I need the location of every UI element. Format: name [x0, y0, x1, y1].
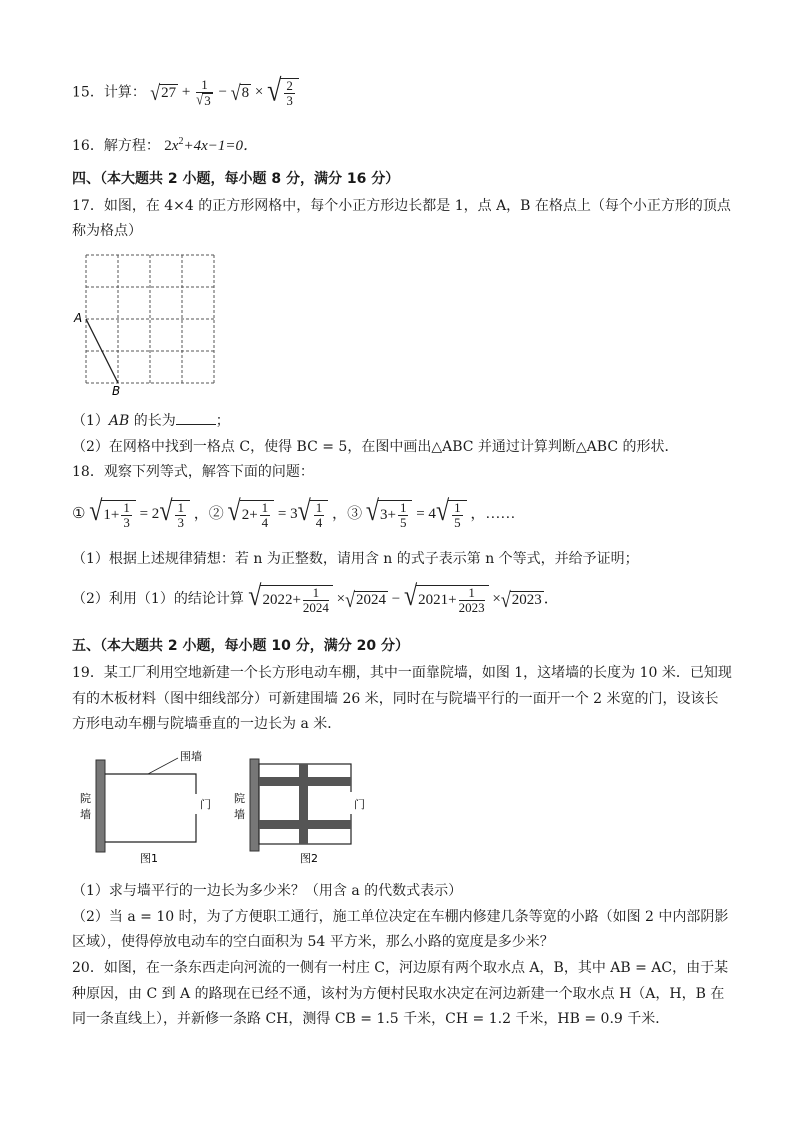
answer-blank[interactable] — [176, 412, 216, 425]
eq-marker-1: ① — [72, 506, 86, 523]
eq-ellipsis: ，…… — [470, 506, 516, 523]
q17-line-2: 称为格点） — [72, 223, 142, 239]
fig2-caption: 图2 — [300, 852, 318, 865]
q15-prefix: 15．计算： — [72, 84, 146, 101]
q20-line-2: 种原因，由 C 到 A 的路现在已经不通，该村为方便村民取水决定在河边新建一个取水点 H（A，H，B 在 — [72, 986, 725, 1002]
q19-sub-1: （1）求与墙平行的一边长为多少米？（用含 a 的代数式表示） — [72, 883, 463, 899]
courtyard-wall-1 — [96, 760, 105, 852]
q19-figure-2 — [230, 752, 380, 867]
q17-sub-2: （2）在网格中找到一格点 C，使得 BC = 5，在图中画出△ABC 并通过计算判断△ABC 的形状． — [72, 439, 679, 455]
q18-sub2-expression: √ 2022+ $\frac{1}{2024}$ × √ 2024 − √ 2021+ $\frac{1}{2023}$ × √ 2023 ． — [248, 580, 559, 615]
wall-label-2a: 院 — [234, 792, 245, 805]
q18-sub-1: （1）根据上述规律猜想：若 n 为正整数，请用含 n 的式子表示第 n 个等式，并给予证明； — [72, 551, 639, 567]
section-5-title: 五、（本大题共 2 小题，每小题 10 分，满分 20 分） — [72, 638, 409, 654]
fence-label: 围墙 — [180, 750, 202, 763]
q17-sub1-prefix: （1） — [72, 413, 109, 429]
q20-line-3: 同一条直线上），并新修一条路 CH，测得 CB = 1.5 千米，CH = 1.2 千米，HB = 0.9 千米． — [72, 1011, 670, 1027]
q18-equations: ① √ 1+ $\frac{1}{3}$ = 2 √ $\frac{1}{3}$ ，② √ 2+ $\frac{1}{4}$ = 3 √ $\frac{1}{4}$ ，③ √ 3+ $\frac{1}{5}$ = 4 √ $\frac{1}{5}$ ，…… — [72, 495, 516, 530]
path-vertical — [299, 764, 308, 844]
wall-label-2b: 墙 — [234, 808, 245, 821]
q18-intro: 18．观察下列等式，解答下面的问题： — [72, 464, 314, 480]
q17-sub1-end: ； — [215, 413, 230, 429]
door-label-1: 门 — [200, 798, 211, 811]
q18-sub2-prefix: （2）利用（1）的结论计算 — [72, 591, 244, 608]
door-label-2: 门 — [354, 798, 365, 811]
q16-equation-tail: +4x−1=0． — [183, 138, 258, 154]
fig1-caption: 图1 — [140, 852, 158, 865]
q18-sub-2 — [72, 580, 559, 615]
label-b: B — [112, 384, 121, 398]
eq-marker-3: ③ — [347, 506, 363, 523]
q17-line-1: 17．如图，在 4×4 的正方形网格中，每个小正方形边长都是 1，点 A，B 在格点上（每个小正方形的顶点 — [72, 198, 731, 214]
q19-sub-2-line-2: 区域），使得停放电动车的空白面积为 54 平方米，那么小路的宽度是多少米？ — [72, 934, 554, 950]
q17-sub-1 — [72, 410, 230, 430]
wall-label-1a: 院 — [80, 792, 91, 805]
section-4-title: 四、（本大题共 2 小题，每小题 8 分，满分 16 分） — [72, 171, 400, 187]
q19-line-1: 19．某工厂利用空地新建一个长方形电动车棚，其中一面靠院墙，如图 1，这堵墙的长度为 10 米．已知现 — [72, 665, 732, 681]
q16-equation: $2x^2$ — [164, 136, 184, 154]
q20-line-1: 20．如图，在一条东西走向河流的一侧有一村庄 C，河边原有两个取水点 A，B，其中 AB = AC，由于某 — [72, 960, 729, 976]
q19-sub-2-line-1: （2）当 a = 10 时，为了方便职工通行，施工单位决定在车棚内修建几条等宽的小路（如图 2 中内部阴影 — [72, 909, 729, 925]
q17-sub1-text: 的长为 — [129, 413, 176, 429]
wall-label-1b: 墙 — [80, 808, 91, 821]
q19-figure-1 — [78, 742, 228, 867]
courtyard-wall-2 — [250, 759, 259, 851]
label-a: A — [74, 311, 83, 325]
eq-marker-2: ② — [208, 506, 224, 523]
q17-sub1-ab: AB — [108, 413, 130, 429]
question-16 — [72, 134, 258, 155]
question-15 — [72, 73, 299, 109]
q15-expression: √ 27 + 1 √ 3 − √ 8 × √ $\frac{2}{3}$ — [150, 84, 299, 100]
q17-grid-figure — [72, 248, 232, 398]
q19-line-3: 方形电动车棚与院墙垂直的一边长为 a 米． — [72, 716, 342, 732]
q19-line-2: 有的木板材料（图中细线部分）可新建围墙 26 米，同时在与院墙平行的一面开一个 2 米宽的门，设该长 — [72, 691, 719, 707]
q16-prefix: 16．解方程： — [72, 138, 160, 154]
